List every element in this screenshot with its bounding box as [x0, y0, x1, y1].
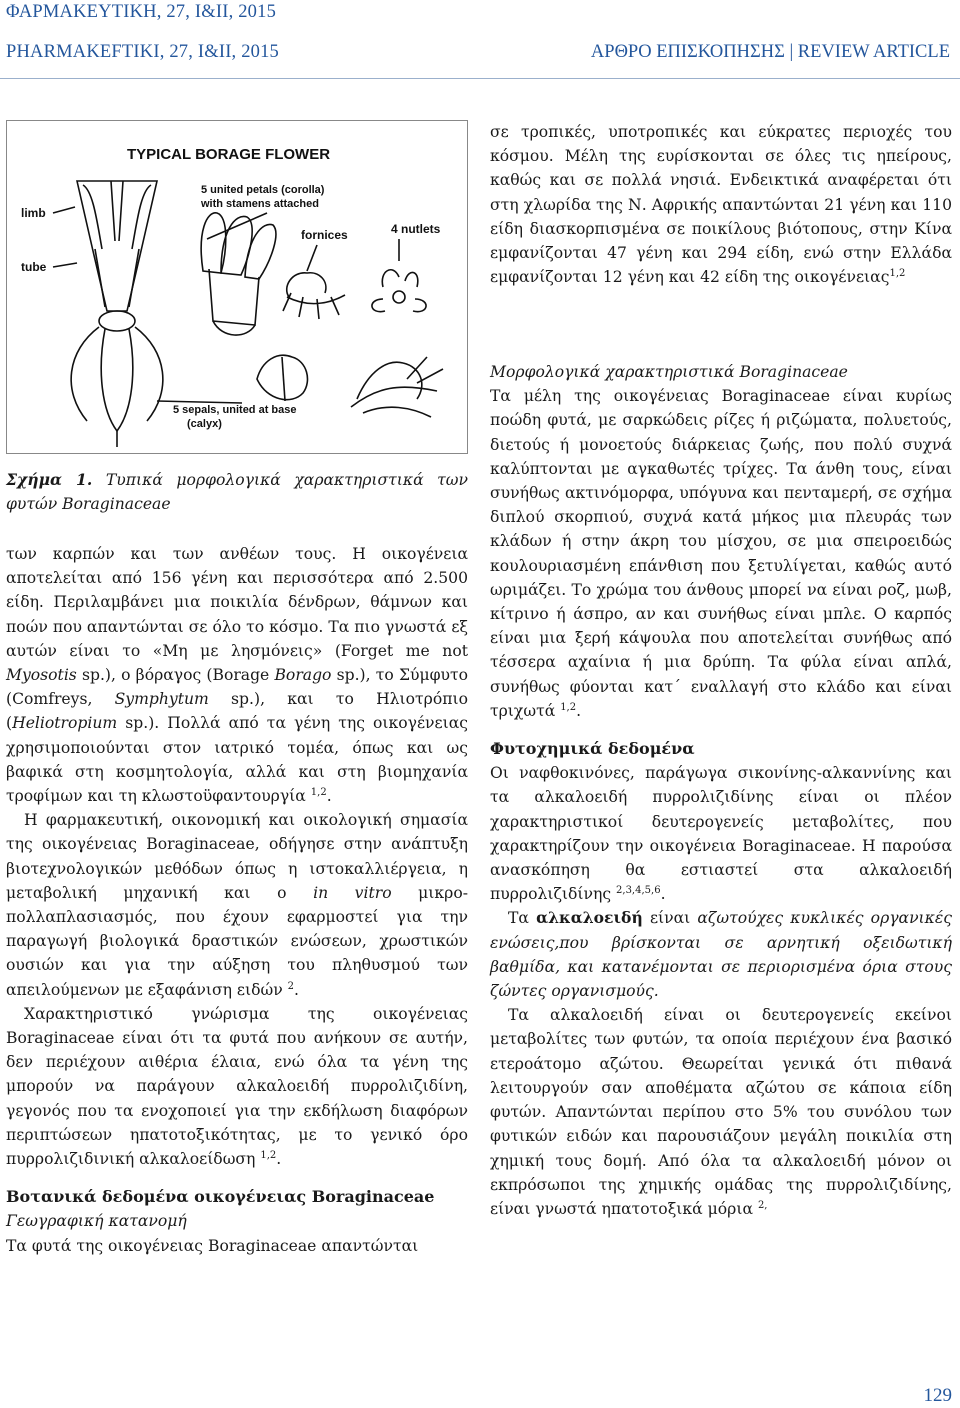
- right-column: [490, 360, 952, 1221]
- page-number: 129: [923, 1385, 952, 1406]
- right-paragraph-1: σε τροπικές, υποτροπικές και εύκρατες περιοχές του κόσμου. Μέλη της ευρίσκονται σε όλες τις ηπείρους, καθώς και σε πολλά νησιά. Ενδεικτικά αναφέρεται ότι στη χλωρίδα της Ν. Αφρικής απαντώνται 21 γένη και 110 είδη διασκορπισμένα σε ποικίλους βιότοπους, στην Κίνα εμφανίζονται 47 γένη και 294 είδη, ενώ στην Ελλάδα εμφανίζονται 12 γένη και 42 είδη της οικογένειας$^{1,2}$: [490, 123, 952, 287]
- subheading-morphology: Μορφολογικά χαρακτηριστικά Boraginaceae: [490, 363, 848, 381]
- left-column: [6, 542, 468, 1258]
- left-paragraph-1: των καρπών και των ανθέων τους. Η οικογένεια αποτελείται από 156 γένη και περισσότερα από 2.500 είδη. Περιλαμβάνει μια ποικιλία δένδρων, θάμνων και ποών που απαντώνται σε όλο το κόσμο. Τα πιο γνωστά εξ αυτών είναι το «Μη με λησμόνεις» (Forget me not Myosotis sp.), ο βόραγος (Borage Borago sp.), το Σύμφυτο (Comfreys, Symphytum sp.), και το Ηλιοτρόπιο (Heliotropium sp.). Πολλά από τα γένη της οικογένειας χρησιμοποιούνται στον ιατρικό τομέα, όπως και ως βαφικά στη κοσμητολογία, αλλά και στη βιομηχανία τροφίμων και τη κλωστοϋφαντουργία $^{1,2}$.: [6, 545, 469, 806]
- subheading-distribution: Γεωγραφική κατανομή: [6, 1212, 187, 1231]
- label-sepals-1: 5 sepals, united at base: [173, 404, 297, 416]
- label-nutlets: 4 nutlets: [391, 222, 441, 236]
- label-sepals-2: (calyx): [187, 418, 222, 430]
- section-heading-phytochemical: Φυτοχημικά δεδομένα: [490, 739, 695, 759]
- right-column-top: [490, 120, 952, 289]
- label-petals-1: 5 united petals (corolla): [201, 184, 325, 196]
- label-fornices: fornices: [301, 228, 348, 242]
- left-paragraph-4: Τα φυτά της οικογένειας Boraginaceae απαντώνται: [6, 1236, 419, 1255]
- journal-title-greek: ΦΑΡΜΑΚΕΥΤΙΚΗ, 27, I&II, 2015: [6, 2, 277, 22]
- right-paragraph-4: Τα αλκαλοειδή είναι αζωτούχες κυκλικές οργανικές ενώσεις,που βρίσκονται σε αρνητική οξειδωτική βαθμίδα, και κατανέμονται σε περιορισμένα όρια στους ζώντες οργανισμούς.: [490, 908, 953, 1001]
- left-paragraph-3: Χαρακτηριστικό γνώρισμα της οικογένειας Boraginaceae είναι ότι τα φυτά που ανήκουν σε αυτήν, δεν περιέχουν αιθέρια έλαια, ενώ όλα τα γένη της μπορούν να παράγουν αλκαλοειδή πυρρολιζιδίνη, γεγονός που τα ενοχοποιεί για την εκδήλωση διαφόρων περιπτώσεων ηπατοτοξικότητας, με το γενικό όρο πυρρολιζιδινική αλκαλοείδωση $^{1,2}$.: [6, 1004, 468, 1169]
- label-petals-2: with stamens attached: [201, 198, 319, 210]
- caption-text: Τυπικά μορφολογικά χαρακτηριστικά των φυτών Boraginaceae: [6, 471, 468, 514]
- section-heading-botanical: Βοτανικά δεδομένα οικογένειας Boraginaceae: [6, 1187, 435, 1207]
- header-rule: [0, 78, 960, 79]
- right-paragraph-5: Τα αλκαλοειδή είναι οι δευτερογενείς εκείνοι μεταβολίτες των φυτών, τα οποία περιέχουν ένα βασικό ετεροάτομο αζώτου. Θεωρείται γενικά ότι πιθανά λειτουργούν σαν αποθέματα αζώτου σε κάποια είδη φυτών. Απαντώνται περίπου στο 5% του συνόλου των φυτικών ειδών και παρουσιάζουν μεγάλη ποικιλία στη χημική τους δομή. Από όλα τα αλκαλοειδή μόνον οι εκπρόσωποι της χημικής ομάδας της πυρρολιζιδίνης, είναι γνωστά ηπατοτοξικά μόρια $^{2,}$: [490, 1006, 952, 1218]
- label-limb: limb: [21, 206, 46, 220]
- figure-title: TYPICAL BORAGE FLOWER: [127, 146, 331, 163]
- borage-flower-diagram: [7, 121, 467, 453]
- figure-caption: [6, 468, 468, 516]
- article-type: ΑΡΘΡΟ ΕΠΙΣΚΟΠΗΣΗΣ | REVIEW ARTICLE: [590, 42, 950, 62]
- journal-title-latin: PHARMAKEFTIKI, 27, I&II, 2015: [6, 42, 280, 62]
- caption-label: Σχήμα 1.: [6, 470, 93, 489]
- right-paragraph-3: Οι ναφθοκινόνες, παράγωγα σικονίνης-αλκαννίνης και τα αλκαλοειδή πυρρολιζιδίνης είναι οι πλέον χαρακτηριστικοί δευτερογενείς μεταβολίτες, που χαρακτηρίζουν την οικογένεια Boraginaceae. Η παρούσα ανασκόπηση θα εστιαστεί στα αλκαλοειδή πυρρολιζιδίνης $^{2,3,4,5,6}$.: [490, 764, 952, 904]
- borage-flower-figure: [6, 120, 468, 454]
- label-tube: tube: [21, 260, 47, 274]
- right-paragraph-2: Τα μέλη της οικογένειας Boraginaceae είναι κυρίως ποώδη φυτά, με σαρκώδεις ρίζες ή ριζώματα, πολυετούς, διετούς ή μονοετούς διάρκειας ζωής, που πολύ συχνά καλύπτονται με αγκαθωτές τρίχες. Τα άνθη τους, είναι συνήθως ακτινόμορφα, υπόγυνα και πενταμερή, σε σχήμα διπλού σκορπιού, συχνά κατά μήκος μια πλευράς των κλάδων ή στην άκρη του μίσχου, σε μια σπειροειδώς κουλουριασμένη επάνθιση που ξετυλίγεται, καθώς αυτό ωριμάζει. Το χρώμα του άνθους μπορεί να είναι ροζ, μωβ, κίτρινο ή άσπρο, αν και συνήθως είναι μπλε. Ο καρπός είναι μια ξερή κάψουλα που αποτελείται συνήθως από τέσσερα αχαίνια ή μια δρύπη. Τα φύλα είναι απλά, συνήθως φύονται κατ΄ εναλλαγή στο κλάδο και είναι τριχωτά $^{1,2}$.: [490, 387, 952, 720]
- left-paragraph-2: Η φαρμακευτική, οικονομική και οικολογική σημασία της οικογένειας Boraginaceae, οδήγησε στην ανάπτυξη βιοτεχνολογικών μεθόδων όπως η ιστοκαλλιέργεια, η μεταβολική μηχανική και ο in vitro μικρο-πολλαπλασιασμός, που έχουν εφαρμοστεί για την παραγωγή βιολογικά δραστικών ενώσεων, χρωστικών ουσιών και για την αύξηση του πληθυσμού των απειλούμενων με εξαφάνιση ειδών $^2$.: [6, 811, 468, 999]
